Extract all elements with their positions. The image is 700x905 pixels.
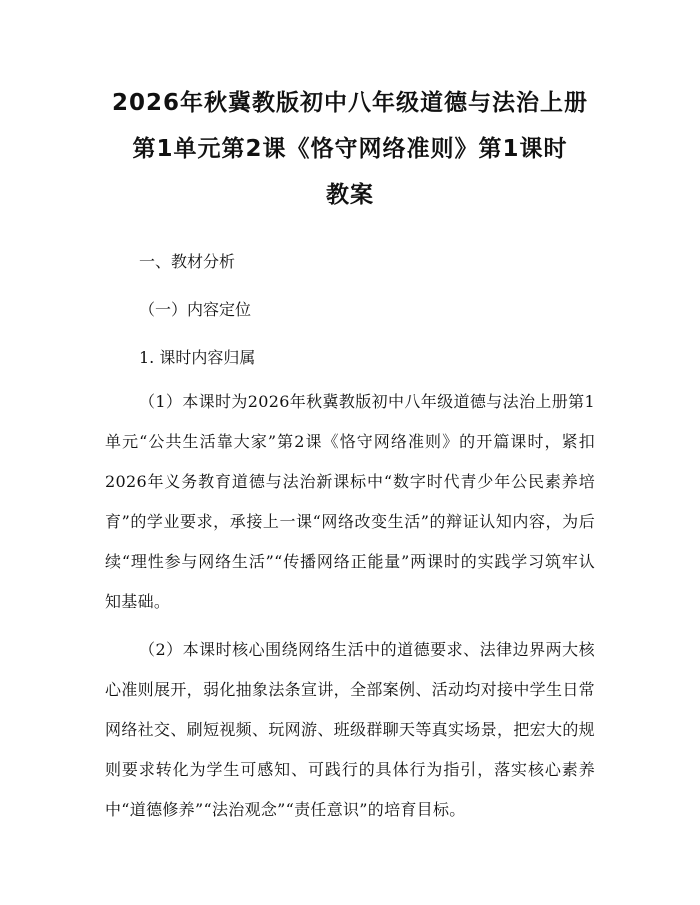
document-title xyxy=(105,80,595,218)
section-heading-textbook-analysis: 一、教材分析 xyxy=(139,252,236,271)
subsection-heading-content-positioning: （一）内容定位 xyxy=(139,300,252,319)
item-heading-lesson-content: 1. 课时内容归属 xyxy=(139,348,256,367)
paragraph-1: （1）本课时为2026年秋冀教版初中八年级道德与法治上册第1单元“公共生活靠大家”第2课《恪守网络准则》的开篇课时，紧扣2026年义务教育道德与法治新课标中“数字时代青少年公民素养培育”的学业要求，承接上一课“网络改变生活”的辩证认知内容，为后续“理性参与网络生活”“传播网络正能量”两课时的实践学习筑牢认知基础。 xyxy=(105,392,595,611)
title-line-1: 2026年秋冀教版初中八年级道德与法治上册 xyxy=(111,90,588,116)
paragraph-2: （2）本课时核心围绕网络生活中的道德要求、法律边界两大核心准则展开，弱化抽象法条宣讲，全部案例、活动均对接中学生日常网络社交、刷短视频、玩网游、班级群聊天等真实场景，把宏大的规则要求转化为学生可感知、可践行的具体行为指引，落实核心素养中“道德修养”“法治观念”“责任意识”的培育目标。 xyxy=(105,640,595,819)
title-line-3: 教案 xyxy=(326,182,374,208)
title-line-2: 第1单元第2课《恪守网络准则》第1课时 xyxy=(132,136,568,162)
